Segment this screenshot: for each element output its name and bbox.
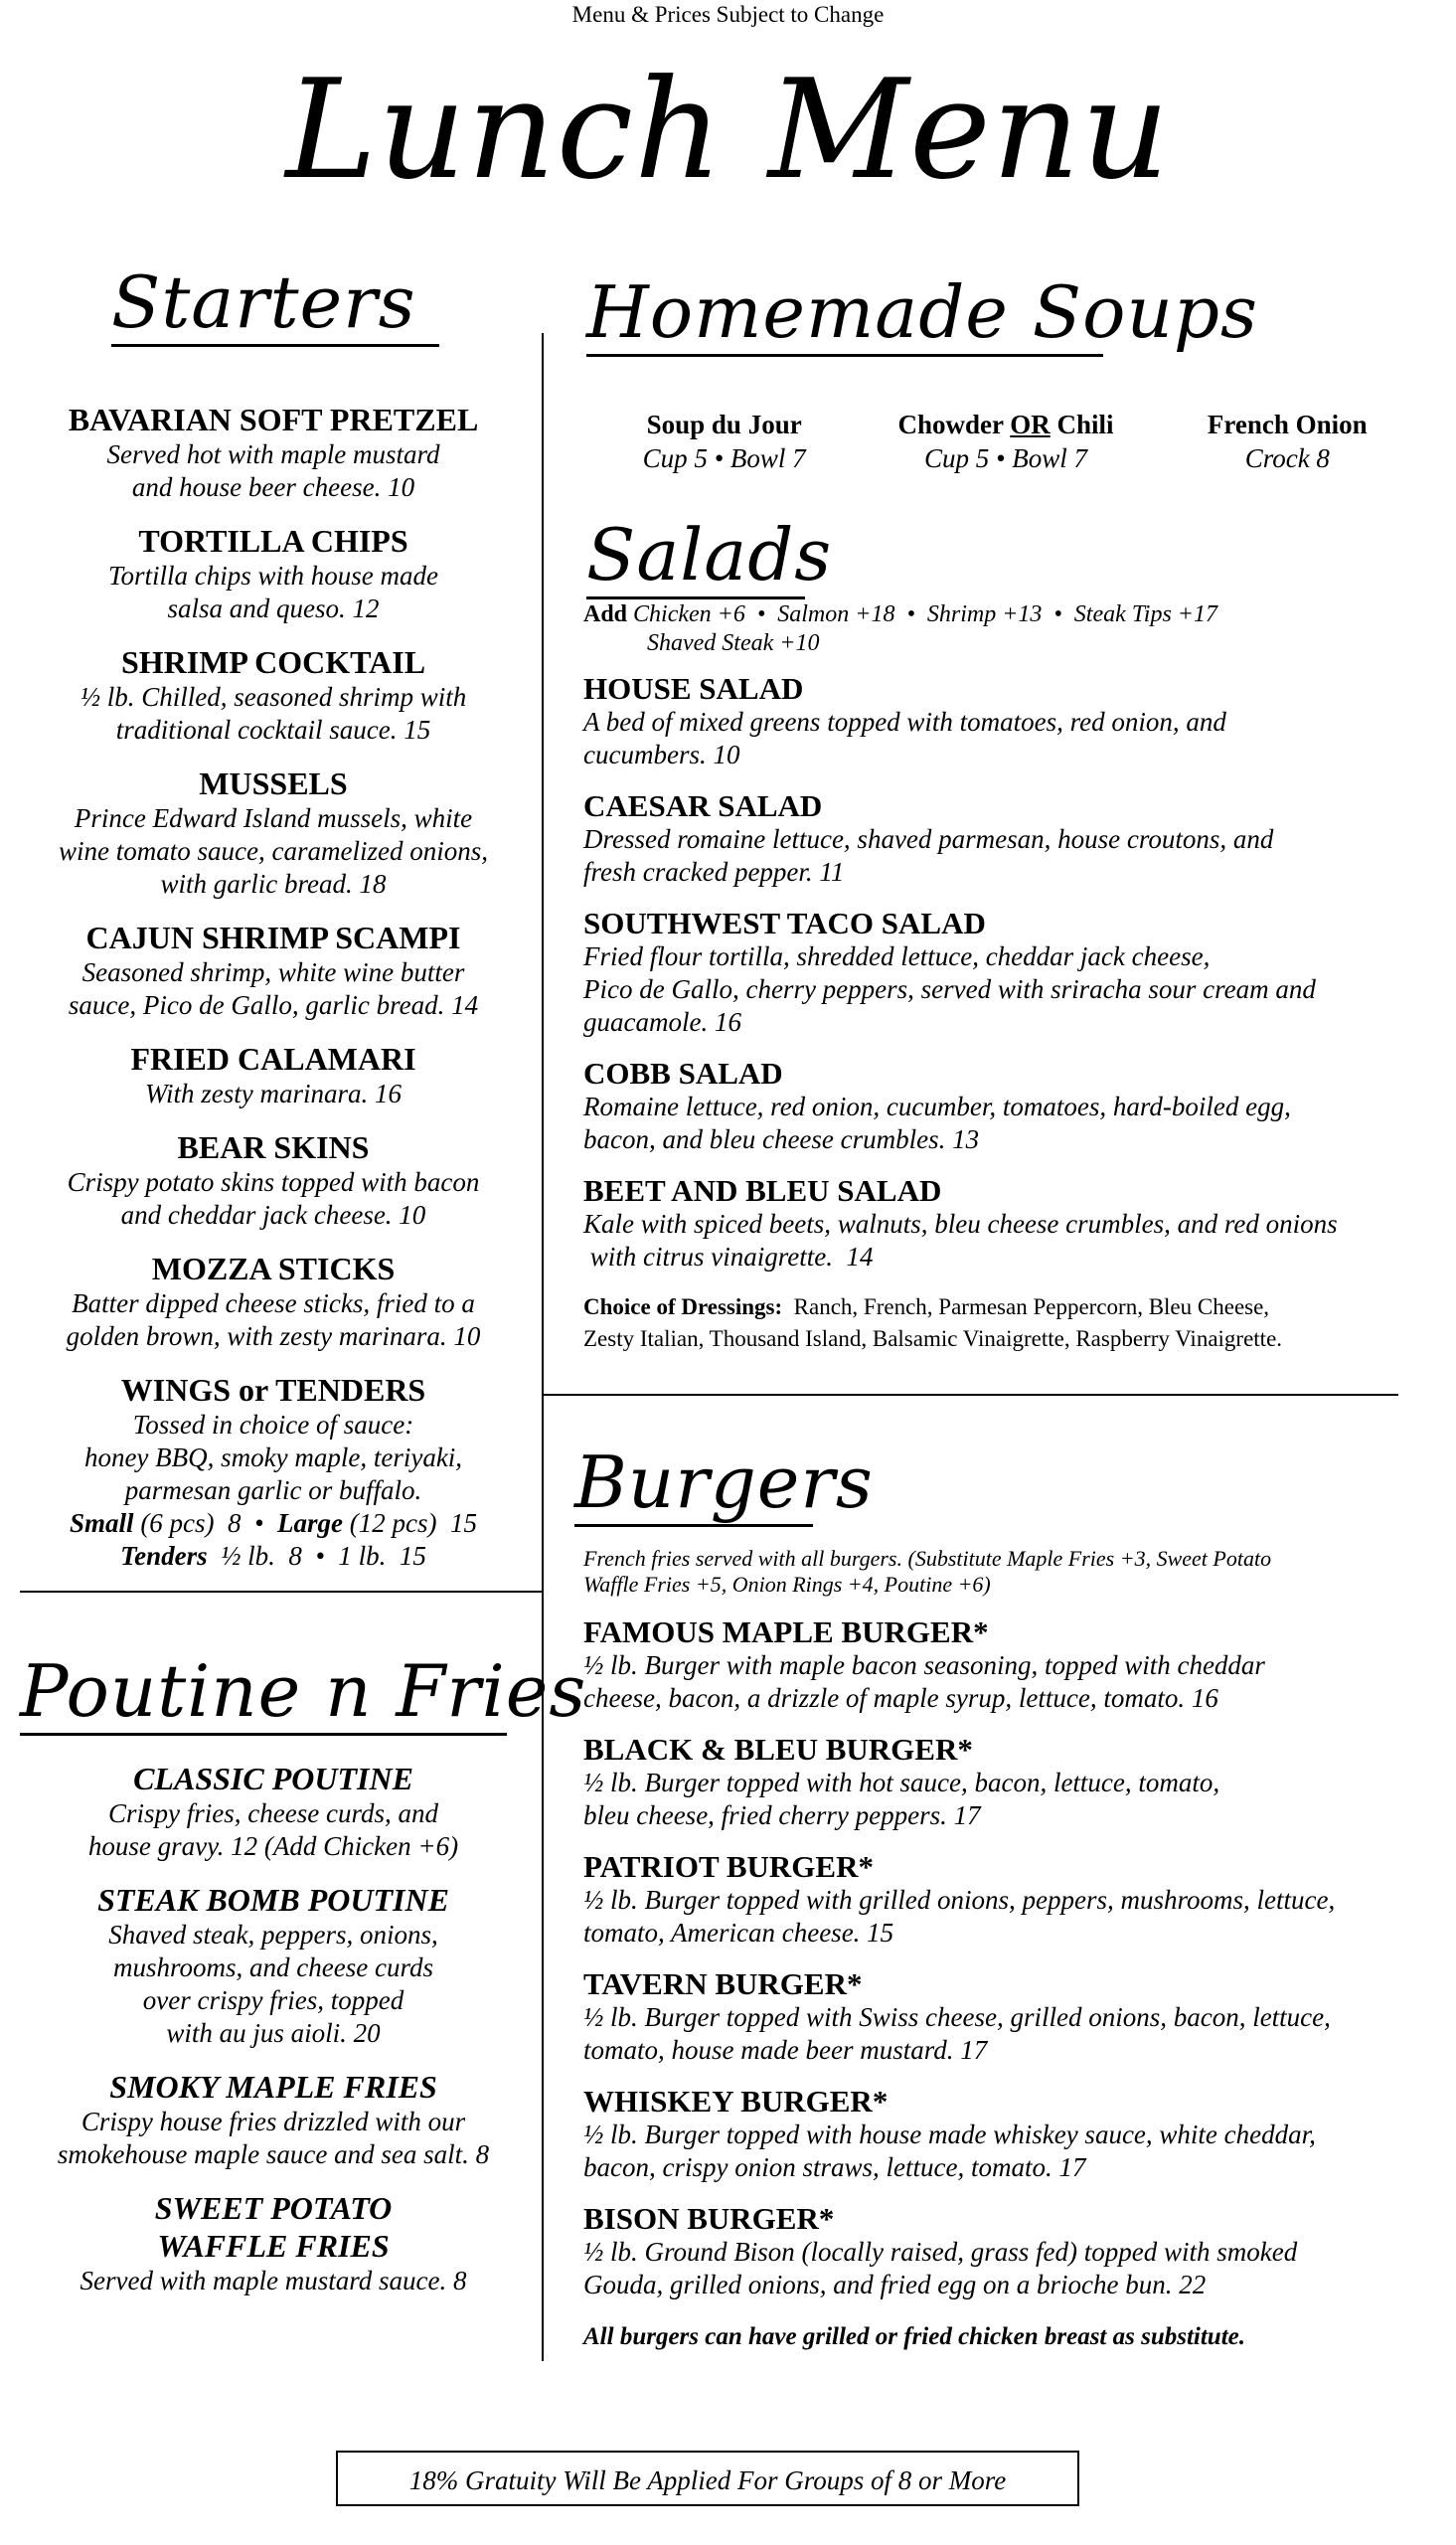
item-desc: Romaine lettuce, red onion, cucumber, tomatoes, hard-boiled egg, xyxy=(583,1092,1291,1121)
soups-title-text: Homemade Soups xyxy=(586,270,1258,354)
item-name: COBB SALAD xyxy=(583,1056,783,1091)
menu-item xyxy=(25,919,522,1022)
item-name: BEAR SKINS xyxy=(177,1129,370,1165)
menu-item xyxy=(25,401,522,504)
item-name: FRIED CALAMARI xyxy=(130,1041,416,1077)
burgers-title xyxy=(574,1441,874,1527)
item-desc: Prince Edward Island mussels, white xyxy=(74,803,473,833)
item-name: HOUSE SALAD xyxy=(583,671,804,706)
item-desc: Tortilla chips with house made xyxy=(107,561,439,591)
item-name: WHISKEY BURGER* xyxy=(583,2084,889,2119)
starters-title xyxy=(111,260,439,347)
menu-item-wings xyxy=(25,1371,522,1573)
burgers-title-text: Burgers xyxy=(574,1441,874,1524)
item-desc: ½ lb. Burger with maple bacon seasoning, topped with cheddar xyxy=(583,1650,1265,1680)
menu-title: Lunch Menu xyxy=(285,50,1171,210)
burgers-section xyxy=(583,1546,1428,2351)
item-desc: Kale with spiced beets, walnuts, bleu cheese crumbles, and red onions xyxy=(583,1209,1338,1239)
tenders-prices xyxy=(25,1540,522,1573)
item-desc: Dressed romaine lettuce, shaved parmesan, house croutons, and xyxy=(583,824,1274,854)
soup-name-or: OR xyxy=(1010,410,1051,439)
menu-item xyxy=(25,1128,522,1232)
soup-item xyxy=(1147,408,1428,475)
poutine-list xyxy=(25,1760,522,2315)
wings-size-prices xyxy=(25,1507,522,1540)
item-desc: bacon, crispy onion straws, lettuce, tomato. 17 xyxy=(583,2152,1086,2182)
item-desc: Pico de Gallo, cherry peppers, served with sriracha sour cream and xyxy=(583,974,1316,1004)
menu-item xyxy=(583,2202,1428,2301)
item-name: STEAK BOMB POUTINE xyxy=(97,1882,449,1918)
soup-price: Cup 5 • Bowl 7 xyxy=(924,443,1087,473)
item-name: MOZZA STICKS xyxy=(151,1251,396,1286)
menu-item xyxy=(25,1760,522,1863)
starters-list xyxy=(25,401,522,1591)
item-desc: Shaved steak, peppers, onions, xyxy=(108,1920,438,1950)
item-desc: ½ lb. Burger topped with hot sauce, bacon, lettuce, tomato, xyxy=(583,1768,1220,1797)
large-label: Large xyxy=(277,1508,343,1538)
item-name: SOUTHWEST TACO SALAD xyxy=(583,906,986,940)
item-name: CLASSIC POUTINE xyxy=(133,1761,413,1796)
item-name: WINGS or TENDERS xyxy=(120,1372,426,1408)
poutine-title-text: Poutine n Fries xyxy=(20,1649,587,1733)
item-desc: house gravy. 12 (Add Chicken +6) xyxy=(87,1831,459,1861)
item-desc: with au jus aioli. 20 xyxy=(166,2018,381,2048)
item-desc: bacon, and bleu cheese crumbles. 13 xyxy=(583,1124,980,1154)
soups-row xyxy=(583,408,1428,475)
item-name: TORTILLA CHIPS xyxy=(138,523,408,559)
poutine-title xyxy=(20,1649,587,1736)
burger-footer: All burgers can have grilled or fried chicken breast as substitute. xyxy=(583,2323,1246,2350)
salads-title-text: Salads xyxy=(586,513,833,596)
item-name: CAJUN SHRIMP SCAMPI xyxy=(85,920,461,955)
burgers-title-flourish xyxy=(574,1524,813,1527)
item-name: PATRIOT BURGER* xyxy=(583,1849,874,1884)
soup-name-part: Chili xyxy=(1050,410,1114,439)
soup-name: Soup du Jour xyxy=(646,410,802,439)
item-desc: mushrooms, and cheese curds xyxy=(113,1952,433,1982)
item-desc: and house beer cheese. 10 xyxy=(131,472,415,502)
salads-title-flourish xyxy=(586,596,805,599)
soup-item xyxy=(865,408,1146,475)
item-desc: sauce, Pico de Gallo, garlic bread. 14 xyxy=(68,990,479,1020)
item-desc: With zesty marinara. 16 xyxy=(144,1079,402,1108)
item-name: SHRIMP COCKTAIL xyxy=(120,644,426,680)
soup-price: Crock 8 xyxy=(1244,443,1330,473)
item-desc: Crispy potato skins topped with bacon xyxy=(67,1167,480,1197)
column-divider xyxy=(542,333,544,2361)
left-section-divider xyxy=(20,1591,542,1593)
item-desc: Fried flour tortilla, shredded lettuce, cheddar jack cheese, xyxy=(583,941,1211,971)
item-desc: traditional cocktail sauce. 15 xyxy=(115,715,431,745)
menu-item xyxy=(583,1967,1428,2067)
right-section-divider xyxy=(544,1394,1398,1396)
addons-line: Chicken +6 • Salmon +18 • Shrimp +13 • Steak Tips +17 xyxy=(627,601,1217,627)
menu-item xyxy=(25,643,522,747)
salad-addons-line2: Shaved Steak +10 xyxy=(647,630,820,656)
item-desc: Seasoned shrimp, white wine butter xyxy=(81,957,465,987)
item-desc: golden brown, with zesty marinara. 10 xyxy=(66,1321,481,1351)
item-desc: cheese, bacon, a drizzle of maple syrup, lettuce, tomato. 16 xyxy=(583,1683,1218,1713)
item-desc: Served hot with maple mustard xyxy=(106,439,440,469)
item-name: FAMOUS MAPLE BURGER* xyxy=(583,1614,989,1649)
addons-label: Add xyxy=(583,601,628,627)
menu-item xyxy=(25,522,522,625)
soup-name: French Onion xyxy=(1207,410,1368,439)
item-name: BAVARIAN SOFT PRETZEL xyxy=(68,402,479,437)
item-desc: A bed of mixed greens topped with tomatoes, red onion, and xyxy=(583,707,1226,737)
item-desc: Crispy fries, cheese curds, and xyxy=(108,1798,438,1828)
small-label: Small xyxy=(70,1508,134,1538)
menu-item xyxy=(583,1174,1428,1273)
soups-title-flourish xyxy=(586,354,1103,357)
menu-item xyxy=(583,907,1428,1039)
salads-title xyxy=(586,513,833,599)
item-name: WAFFLE FRIES xyxy=(157,2228,390,2264)
item-desc: guacamole. 16 xyxy=(583,1007,741,1037)
menu-item xyxy=(583,1733,1428,1832)
menu-item xyxy=(583,1615,1428,1715)
item-desc: tomato, house made beer mustard. 17 xyxy=(583,2035,988,2065)
item-desc: Tossed in choice of sauce: xyxy=(132,1410,414,1440)
large-price: (12 pcs) 15 xyxy=(342,1508,477,1538)
soup-item xyxy=(583,408,865,475)
item-desc: parmesan garlic or buffalo. xyxy=(124,1475,422,1505)
item-desc: wine tomato sauce, caramelized onions, xyxy=(59,836,488,866)
small-price: (6 pcs) 8 • xyxy=(133,1508,277,1538)
item-desc: tomato, American cheese. 15 xyxy=(583,1918,894,1948)
item-desc: with citrus vinaigrette. 14 xyxy=(583,1242,874,1272)
item-name: CAESAR SALAD xyxy=(583,788,823,823)
soup-name-part: Chowder xyxy=(897,410,1011,439)
poutine-title-flourish xyxy=(20,1733,507,1736)
starters-title-flourish xyxy=(111,344,439,347)
item-name: BLACK & BLEU BURGER* xyxy=(583,1732,973,1767)
menu-item xyxy=(25,1881,522,2050)
gratuity-notice: 18% Gratuity Will Be Applied For Groups of 8 or More xyxy=(336,2451,1079,2506)
item-name: TAVERN BURGER* xyxy=(583,1966,863,2001)
item-desc: bleu cheese, fried cherry peppers. 17 xyxy=(583,1800,981,1830)
menu-item xyxy=(25,1250,522,1353)
dressings-line1 xyxy=(583,1291,1428,1323)
tenders-price: ½ lb. 8 • 1 lb. 15 xyxy=(207,1541,426,1571)
dressings-label: Choice of Dressings: xyxy=(583,1294,783,1319)
soup-price: Cup 5 • Bowl 7 xyxy=(642,443,806,473)
menu-notice: Menu & Prices Subject to Change xyxy=(571,2,885,27)
menu-item xyxy=(583,672,1428,771)
item-desc: Batter dipped cheese sticks, fried to a xyxy=(72,1288,475,1318)
item-desc: ½ lb. Ground Bison (locally raised, grass fed) topped with smoked xyxy=(583,2237,1298,2267)
item-desc: ½ lb. Burger topped with house made whiskey sauce, white cheddar, xyxy=(583,2120,1316,2149)
item-name: SWEET POTATO xyxy=(154,2190,393,2226)
item-desc: Crispy house fries drizzled with our xyxy=(81,2107,466,2136)
item-desc: over crispy fries, topped xyxy=(142,1985,404,2015)
item-name: BEET AND BLEU SALAD xyxy=(583,1173,942,1208)
dressings-line2: Zesty Italian, Thousand Island, Balsamic Vinaigrette, Raspberry Vinaigrette. xyxy=(583,1326,1283,1351)
menu-item xyxy=(583,2085,1428,2184)
item-desc: honey BBQ, smoky maple, teriyaki, xyxy=(83,1442,463,1472)
menu-item xyxy=(583,1057,1428,1156)
item-desc: smokehouse maple sauce and sea salt. 8 xyxy=(57,2139,490,2169)
item-desc: Served with maple mustard sauce. 8 xyxy=(80,2266,467,2295)
item-desc: with garlic bread. 18 xyxy=(160,869,387,899)
item-desc: ½ lb. Burger topped with grilled onions, peppers, mushrooms, lettuce, xyxy=(583,1885,1336,1915)
item-desc: ½ lb. Chilled, seasoned shrimp with xyxy=(80,682,467,712)
salad-addons xyxy=(583,600,1428,629)
item-name: SMOKY MAPLE FRIES xyxy=(109,2069,437,2105)
item-desc: Gouda, grilled onions, and fried egg on a brioche bun. 22 xyxy=(583,2270,1207,2299)
menu-item xyxy=(25,1040,522,1110)
burger-note: Waffle Fries +5, Onion Rings +4, Poutine +6) xyxy=(583,1572,991,1597)
soups-title xyxy=(586,270,1258,357)
item-desc: ½ lb. Burger topped with Swiss cheese, grilled onions, bacon, lettuce, xyxy=(583,2002,1331,2032)
item-desc: salsa and queso. 12 xyxy=(167,594,380,623)
menu-item xyxy=(25,764,522,901)
item-desc: cucumbers. 10 xyxy=(583,740,740,769)
salads-section xyxy=(583,600,1428,1355)
menu-item xyxy=(583,789,1428,889)
menu-item xyxy=(25,2189,522,2297)
item-desc: and cheddar jack cheese. 10 xyxy=(120,1200,426,1230)
item-name: BISON BURGER* xyxy=(583,2201,835,2236)
starters-title-text: Starters xyxy=(111,260,416,344)
burger-note: French fries served with all burgers. (Substitute Maple Fries +3, Sweet Potato xyxy=(583,1546,1272,1571)
dressings-list: Ranch, French, Parmesan Peppercorn, Bleu Cheese, xyxy=(782,1294,1270,1319)
soup-name xyxy=(865,408,1146,441)
tenders-label: Tenders xyxy=(120,1541,208,1571)
menu-item xyxy=(583,1850,1428,1950)
menu-item xyxy=(25,2068,522,2171)
item-desc: fresh cracked pepper. 11 xyxy=(583,857,845,887)
item-name: MUSSELS xyxy=(199,765,348,801)
